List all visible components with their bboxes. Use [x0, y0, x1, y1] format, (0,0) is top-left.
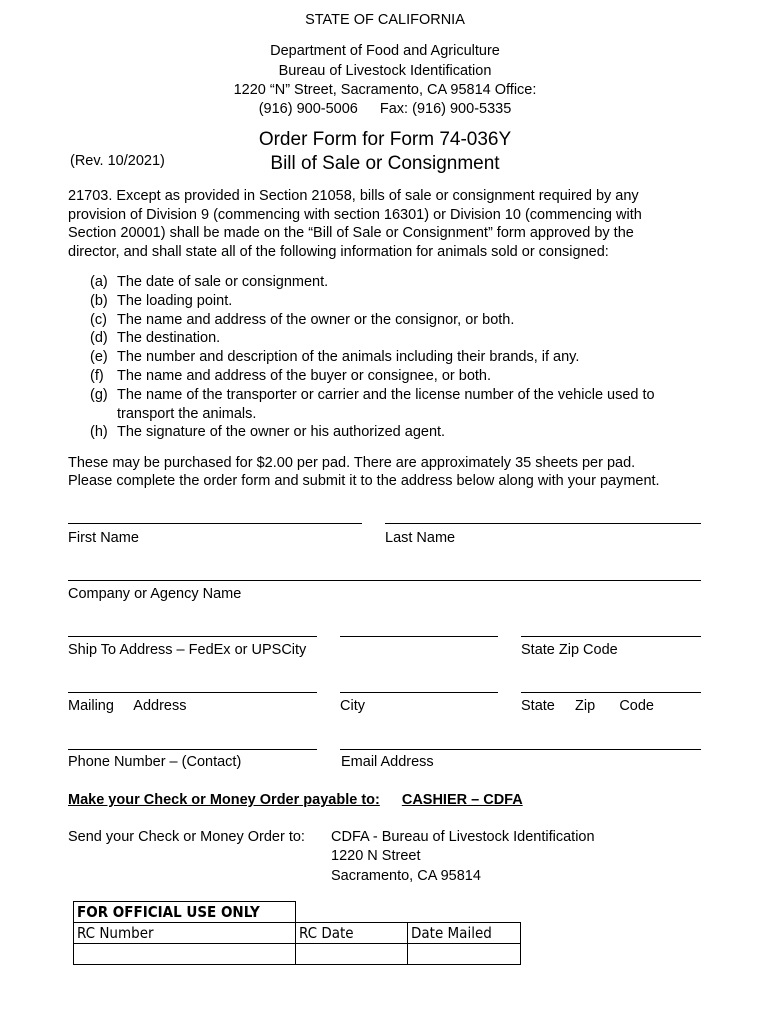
contact-numbers — [0, 100, 770, 119]
list-item: (d) The destination. — [90, 330, 221, 347]
mailing-address-field[interactable] — [68, 692, 317, 693]
rc-number-header: RC Number — [74, 923, 296, 944]
payable-line — [68, 791, 523, 809]
mailing-address-label: Mailing Address — [68, 698, 187, 714]
list-item: (e) The number and description of the animals including their brands, if any. — [90, 349, 580, 366]
office-address: 1220 “N” Street, Sacramento, CA 95814 Office: — [233, 82, 537, 98]
list-item: (b) The loading point. — [90, 292, 233, 309]
payable-label: Make your Check or Money Order payable to: — [68, 792, 380, 808]
ship-address-label: Ship To Address – FedEx or UPSCity — [68, 642, 307, 658]
send-label: Send your Check or Money Order to: — [68, 829, 305, 845]
last-name-field[interactable] — [385, 523, 701, 524]
office-phone: (916) 900-5006 — [258, 101, 358, 117]
mailing-state-zip-label: State Zip Code — [521, 698, 654, 714]
revision-date: (Rev. 10/2021) — [70, 153, 165, 169]
rc-date-header: RC Date — [296, 923, 408, 944]
send-address-line3: Sacramento, CA 95814 — [331, 868, 481, 884]
list-item: (g) The name of the transporter or carrier and the license number of the vehicle used to transport the animals. — [90, 386, 655, 422]
state-heading: STATE OF CALIFORNIA — [305, 12, 465, 28]
mailing-city-label: City — [340, 698, 365, 714]
list-item: (a) The date of sale or consignment. — [90, 274, 329, 290]
send-address-line2: 1220 N Street — [331, 848, 421, 864]
first-name-label: First Name — [68, 530, 139, 546]
phone-field[interactable] — [68, 749, 317, 750]
list-item: (c) The name and address of the owner or the consignor, or both. — [90, 311, 515, 328]
ship-city-field[interactable] — [340, 636, 498, 637]
company-label: Company or Agency Name — [68, 586, 242, 602]
ship-state-zip-label: State Zip Code — [521, 642, 618, 658]
official-use-table — [73, 901, 521, 965]
official-use-heading: FOR OFFICIAL USE ONLY — [74, 902, 296, 923]
payee-name: CASHIER – CDFA — [401, 792, 523, 808]
date-mailed-cell[interactable] — [408, 944, 521, 965]
form-subtitle: Bill of Sale or Consignment — [270, 153, 500, 174]
form-title: Order Form for Form 74-036Y — [258, 129, 512, 150]
mailing-state-zip-field[interactable] — [521, 692, 701, 693]
last-name-label: Last Name — [385, 530, 456, 546]
requirements-list — [90, 273, 710, 442]
mailing-city-field[interactable] — [340, 692, 498, 693]
send-address-line1: CDFA - Bureau of Livestock Identification — [331, 829, 595, 845]
statute-text: 21703. Except as provided in Section 21058, bills of sale or consignment required by any provision of Division 9 (commencing with section 16301) or Division 10 (commencing with Section 20001) shall be made on the “Bill of Sale or Consignment” form approved by the director, and shall state all of the following information for animals sold or consigned: — [68, 188, 642, 260]
list-item: (h) The signature of the owner or his authorized agent. — [90, 424, 446, 441]
email-label: Email Address — [341, 754, 434, 770]
phone-label: Phone Number – (Contact) — [68, 754, 242, 770]
ship-address-field[interactable] — [68, 636, 317, 637]
rc-date-cell[interactable] — [296, 944, 408, 965]
ship-state-zip-field[interactable] — [521, 636, 701, 637]
bureau-name: Bureau of Livestock Identification — [278, 63, 492, 79]
ship-city-label: City — [281, 642, 307, 658]
email-field[interactable] — [340, 749, 701, 750]
company-field[interactable] — [68, 580, 701, 581]
first-name-field[interactable] — [68, 523, 362, 524]
rc-number-cell[interactable] — [74, 944, 296, 965]
list-item: (f) The name and address of the buyer or consignee, or both. — [90, 367, 492, 384]
department-name: Department of Food and Agriculture — [270, 43, 500, 59]
date-mailed-header: Date Mailed — [408, 923, 521, 944]
office-fax: Fax: (916) 900-5335 — [379, 101, 512, 117]
purchase-instructions-text: Please complete the order form and submit it to the address below along with your payment. — [68, 473, 660, 489]
purchase-price-text: These may be purchased for $2.00 per pad. There are approximately 35 sheets per pad. — [68, 455, 636, 471]
